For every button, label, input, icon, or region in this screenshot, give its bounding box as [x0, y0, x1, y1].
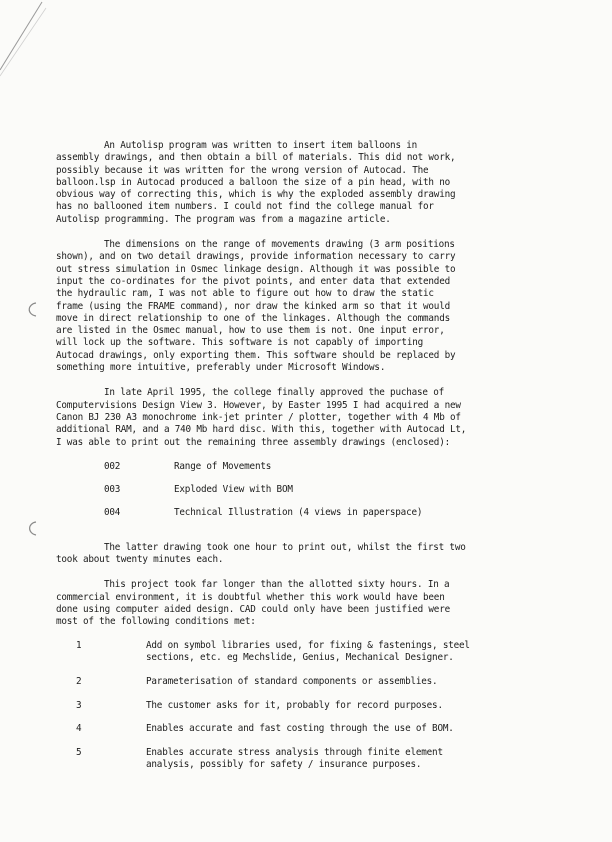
text-line: input the co-ordinates for the pivot points, and enter data that extended: [56, 275, 450, 287]
text-line: The dimensions on the range of movements drawing (3 arm positions: [104, 239, 455, 251]
text-line: shown), and on two detail drawings, provide information necessary to carry: [56, 251, 456, 263]
text-line: most of the following conditions met:: [56, 616, 256, 628]
text-line: assembly drawings, and then obtain a bill of materials. This did not work,: [56, 152, 456, 164]
drawing-title: Exploded View with BOM: [174, 483, 293, 495]
text-line: Enables accurate stress analysis through finite element: [146, 747, 443, 759]
drawing-number: 002: [104, 460, 121, 472]
text-line: additional RAM, and a 740 Mb hard disc. With this, together with Autocad Lt,: [56, 424, 467, 436]
condition-text: [146, 640, 486, 665]
text-line: something more intuitive, preferably under Microsoft Windows.: [56, 362, 386, 374]
text-line: commercial environment, it is doubtful whether this work would have been: [56, 591, 445, 603]
text-line: The latter drawing took one hour to print out, whilst the first two: [104, 541, 466, 553]
condition-number: 1: [76, 639, 82, 651]
text-line: will lock up the software. This software is not capably of importing: [56, 337, 424, 349]
text-line: are listed in the Osmec manual, how to use them is not. One input error,: [56, 325, 445, 337]
condition-number: 5: [76, 747, 82, 759]
text-line: done using computer aided design. CAD could only have been justified were: [56, 604, 450, 616]
condition-number: 4: [76, 723, 82, 735]
text-line: Computervisions Design View 3. However, by Easter 1995 I had acquired a new: [56, 399, 461, 411]
text-line: frame (using the FRAME command), nor draw the kinked arm so that it would: [56, 300, 450, 312]
text-line: The customer asks for it, probably for record purposes.: [146, 699, 443, 711]
text-line: Autolisp programming. The program was from a magazine article.: [56, 213, 391, 225]
text-line: the hydraulic ram, I was not able to figure out how to draw the static: [56, 288, 434, 300]
list-item: [56, 461, 486, 484]
text-line: took about twenty minutes each.: [56, 554, 224, 566]
text-line: sections, etc. eg Mechslide, Genius, Mechanical Designer.: [146, 651, 454, 663]
condition-text: [146, 700, 486, 712]
text-line: obvious way of correcting this, which is why the exploded assembly drawing: [56, 189, 456, 201]
conditions-list: [56, 640, 486, 772]
text-line: This project took far longer than the allotted sixty hours. In a: [104, 579, 450, 591]
text-line: I was able to print out the remaining three assembly drawings (enclosed):: [56, 436, 450, 448]
drawing-list: [56, 461, 486, 530]
paragraph-print-time: [56, 542, 486, 567]
drawing-number: 003: [104, 483, 121, 495]
paragraph-design-view: [56, 387, 486, 448]
paragraph-autolisp: [56, 140, 486, 226]
paragraph-osmec: [56, 239, 486, 374]
text-line: Add on symbol libraries used, for fixing & fastenings, steel: [146, 639, 470, 651]
text-line: possibly because it was written for the wrong version of Autocad. The: [56, 164, 429, 176]
list-item: [56, 676, 486, 688]
list-item: [56, 640, 486, 665]
document-body: [56, 140, 486, 783]
list-item: [56, 484, 486, 507]
text-line: out stress simulation in Osmec linkage design. Although it was possible to: [56, 263, 456, 275]
drawing-title: Technical Illustration (4 views in paperspace): [174, 506, 423, 518]
condition-text: [146, 676, 486, 688]
text-line: has no ballooned item numbers. I could not find the college manual for: [56, 201, 434, 213]
punch-hole-mark-upper: [22, 300, 42, 320]
text-line: Parameterisation of standard components or assemblies.: [146, 675, 438, 687]
condition-number: 3: [76, 699, 82, 711]
text-line: balloon.lsp in Autocad produced a balloon the size of a pin head, with no: [56, 176, 450, 188]
condition-text: [146, 723, 486, 735]
drawing-number: 004: [104, 506, 121, 518]
paragraph-justification: [56, 579, 486, 628]
list-item: [56, 747, 486, 772]
text-line: analysis, possibly for safety / insurance purposes.: [146, 759, 422, 771]
condition-number: 2: [76, 675, 82, 687]
drawing-title: Range of Movements: [174, 460, 272, 472]
punch-hole-mark-lower: [22, 520, 42, 540]
text-line: Enables accurate and fast costing through the use of BOM.: [146, 723, 454, 735]
text-line: move in direct relationship to one of the linkages. Although the commands: [56, 312, 450, 324]
text-line: In late April 1995, the college finally approved the puchase of: [104, 387, 445, 399]
text-line: An Autolisp program was written to insert item balloons in: [104, 140, 418, 151]
list-item: [56, 507, 486, 530]
text-line: Canon BJ 230 A3 monochrome ink-jet printer / plotter, together with 4 Mb of: [56, 411, 461, 423]
list-item: [56, 723, 486, 735]
list-item: [56, 700, 486, 712]
condition-text: [146, 747, 486, 772]
text-line: Autocad drawings, only exporting them. This software should be replaced by: [56, 349, 456, 361]
folded-corner-mark: [0, 0, 60, 100]
